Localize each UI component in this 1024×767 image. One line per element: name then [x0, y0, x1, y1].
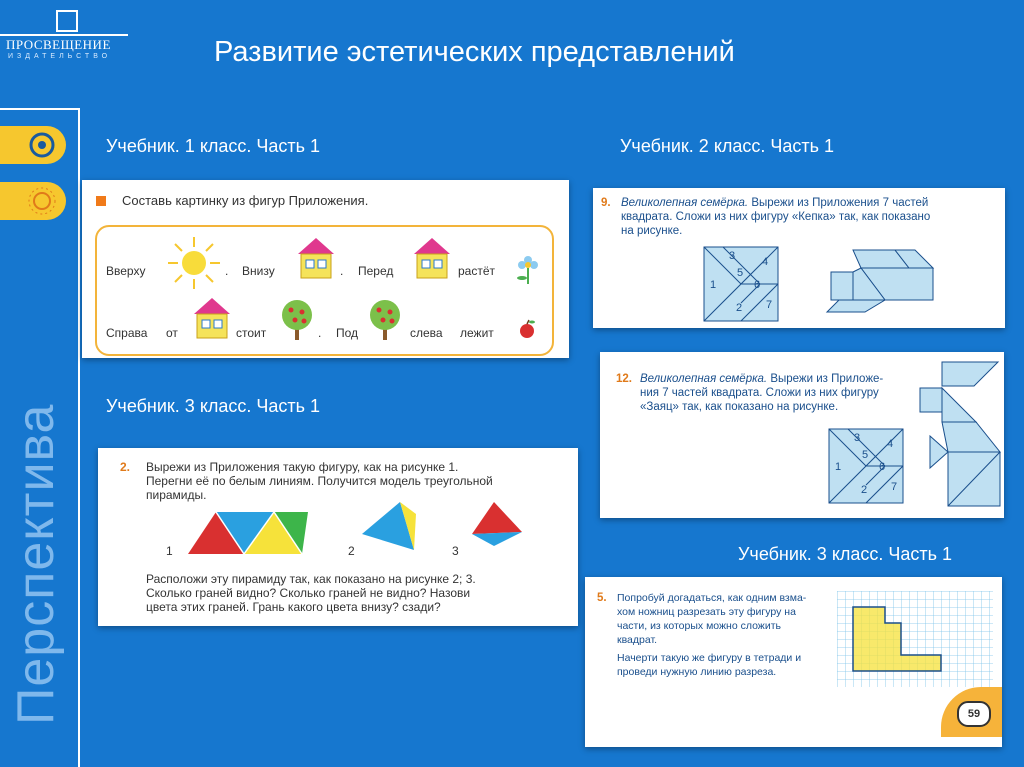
card1-word: лежит [460, 326, 494, 340]
card4-text-line1: Вырежи из Приложения такую фигуру, как на рисунке 1. [146, 460, 459, 474]
card1-word: Под [336, 326, 359, 340]
tangram-piece-label: 2 [861, 484, 868, 496]
tangram-piece-label: 7 [891, 481, 898, 493]
tangram-piece-label: 4 [762, 256, 769, 268]
figure-label: 1 [166, 544, 173, 558]
caption-grade3-b: Учебник. 3 класс. Часть 1 [738, 544, 953, 564]
tree-icon [280, 298, 314, 342]
tangram-piece-label: 6 [754, 279, 761, 291]
publisher-logo-icon [56, 10, 78, 32]
card5-text-line5: Начерти такую же фигуру в тетради и [617, 652, 802, 664]
card3-text-line1: Вырежи из Приложе- [770, 373, 884, 385]
tangram-piece-label: 1 [710, 279, 717, 291]
grid-figure [837, 591, 993, 687]
tangram-piece-label: 3 [854, 432, 861, 444]
flower-icon [514, 254, 542, 284]
card5-text-line2: хом ножниц разрезать эту фигуру на [617, 606, 796, 618]
side-badge-2 [0, 182, 66, 220]
card2-text-line1: Вырежи из Приложения 7 частей [751, 197, 929, 209]
logo-sub-text: ИЗДАТЕЛЬСТВО [8, 53, 112, 60]
tangram-square-figure [703, 246, 779, 322]
card3-text-line2: ния 7 частей квадрата. Сложи из них фигуру [640, 387, 879, 399]
card3-title: Великолепная семёрка. [640, 373, 768, 385]
card1-word: Справа [106, 326, 148, 340]
figure-label: 2 [348, 544, 355, 558]
card4-text-line3: пирамиды. [146, 488, 207, 502]
apple-icon [516, 318, 538, 340]
card1-word: растёт [458, 264, 496, 278]
card1-dot: . [340, 264, 344, 278]
card1-word: слева [410, 326, 443, 340]
card3-text-line3: «Заяц» так, как показано на рисунке. [640, 401, 839, 413]
card1-task: Составь картинку из фигур Приложения. [122, 193, 369, 208]
target-icon [0, 126, 66, 164]
caption-grade2: Учебник. 2 класс. Часть 1 [620, 136, 835, 156]
sun-picture-icon [166, 235, 222, 291]
left-divider-horizontal [0, 108, 80, 110]
pyramid-view-2-figure [360, 500, 418, 556]
rabbit-shape-figure [918, 358, 1002, 508]
house-icon [412, 236, 452, 280]
left-divider-vertical [78, 108, 80, 767]
card2-number: 9. [601, 197, 611, 209]
page-number: 59 [957, 701, 991, 727]
task-marker-icon [96, 196, 106, 206]
textbook-card-grade1 [82, 180, 569, 358]
house-icon [192, 296, 232, 340]
caption-grade3-a: Учебник. 3 класс. Часть 1 [106, 396, 321, 416]
card1-word: от [166, 326, 178, 340]
tangram-piece-label: 6 [879, 461, 886, 473]
card1-word: Перед [358, 264, 394, 278]
card5-number: 5. [597, 592, 607, 604]
logo-divider [0, 34, 128, 36]
card4-number: 2. [120, 460, 131, 474]
tangram-piece-label: 4 [887, 438, 894, 450]
tangram-piece-label: 5 [862, 449, 869, 461]
logo-main-text: ПРОСВЕЩЕНИЕ [6, 37, 111, 52]
pyramid-net-figure [186, 510, 310, 556]
page-title: Развитие эстетических представлений [214, 36, 735, 68]
card2-text-line2: квадрата. Сложи из них фигуру «Кепка» так, как показано [621, 211, 931, 223]
textbook-card-grade2 [593, 188, 1005, 328]
card5-text-line4: квадрат. [617, 634, 658, 646]
sun-icon [0, 182, 66, 220]
card2-text-line3: на рисунке. [621, 225, 683, 237]
card1-dot: . [225, 264, 229, 278]
textbook-card-grade3-pyramid [98, 448, 578, 626]
card5-text-line1: Попробуй догадаться, как одним взма- [617, 592, 807, 604]
textbook-card-grade2-rabbit [600, 352, 1004, 518]
tangram-piece-label: 1 [835, 461, 842, 473]
tangram-piece-label: 5 [737, 267, 744, 279]
card4-question-line1: Расположи эту пирамиду так, как показано на рисунке 2; 3. [146, 572, 476, 586]
card5-text-line3: части, из которых можно сложить [617, 620, 781, 632]
card1-word: Вверху [106, 264, 146, 278]
card2-title: Великолепная семёрка. [621, 197, 749, 209]
caption-grade1: Учебник. 1 класс. Часть 1 [106, 136, 321, 156]
card4-question-line3: цвета этих граней. Грань какого цвета внизу? сзади? [146, 600, 441, 614]
card5-text-line6: проведи нужную линию разреза. [617, 666, 777, 678]
tangram-piece-label: 7 [766, 299, 773, 311]
textbook-card-grade3-grid [585, 577, 1002, 747]
card4-question-line2: Сколько граней видно? Сколько граней не видно? Назови [146, 586, 471, 600]
cap-shape-figure [825, 248, 937, 314]
tree-icon [368, 298, 402, 342]
pyramid-view-3-figure [468, 500, 524, 556]
card1-word: стоит [236, 326, 267, 340]
house-icon [296, 236, 336, 280]
card3-number: 12. [616, 373, 632, 385]
tangram-piece-label: 2 [736, 302, 743, 314]
tangram-piece-label: 3 [729, 250, 736, 262]
series-label-vertical: Перспектива [7, 403, 65, 725]
card1-word: Внизу [242, 264, 275, 278]
card4-text-line2: Перегни её по белым линиям. Получится модель треугольной [146, 474, 493, 488]
figure-label: 3 [452, 544, 459, 558]
card1-dot: . [318, 326, 322, 340]
tangram-square-figure [828, 428, 904, 504]
side-badge-1 [0, 126, 66, 164]
